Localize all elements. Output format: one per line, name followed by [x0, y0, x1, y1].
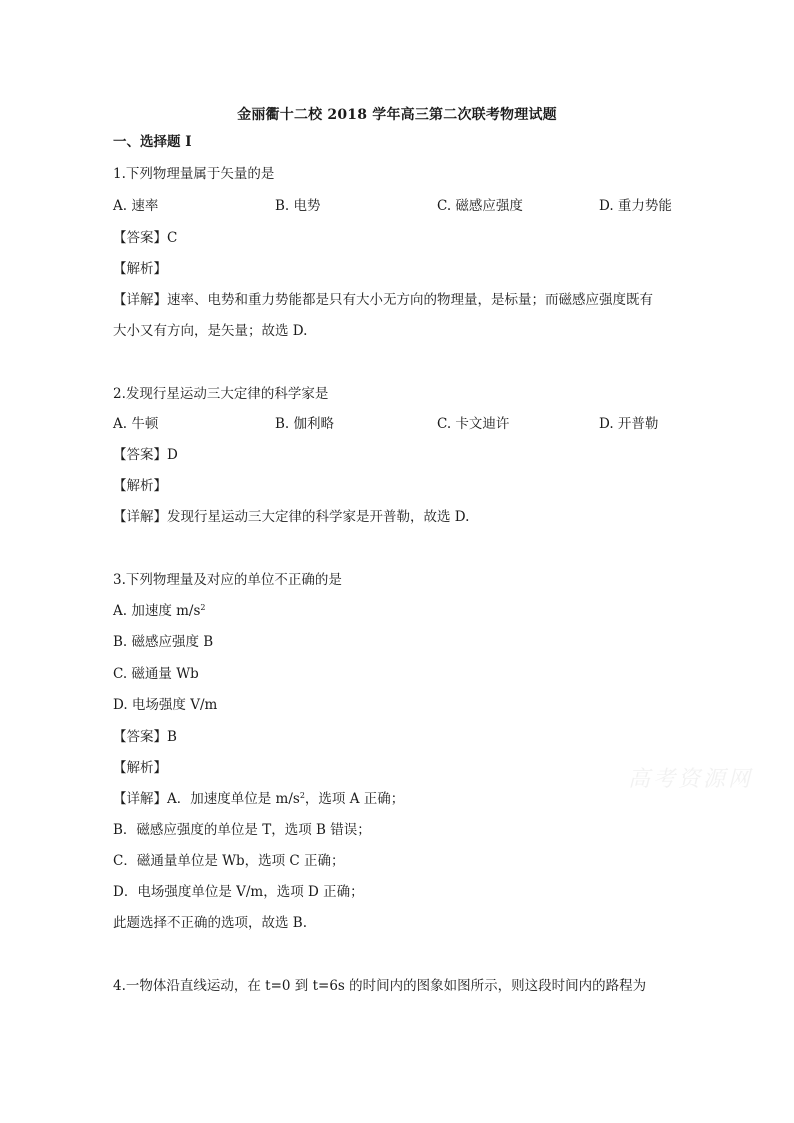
q3-detail-a-tail: ，选项 A 正确；	[304, 791, 405, 807]
q1-option-d: D. 重力势能	[599, 198, 672, 214]
question-3-stem: 3.下列物理量及对应的单位不正确的是	[113, 572, 342, 588]
q2-option-a: A. 牛顿	[113, 416, 159, 432]
q3-detail-line-c: C．磁通量单位是 Wb，选项 C 正确；	[113, 853, 345, 869]
page-title: 金丽衢十二校 2018 学年高三第二次联考物理试题	[237, 107, 557, 123]
q2-detail-line-1: 【详解】发现行星运动三大定律的科学家是开普勒，故选 D.	[113, 509, 470, 525]
q1-detail-line-1: 【详解】速率、电势和重力势能都是只有大小无方向的物理量，是标量；而磁感应强度既有	[113, 292, 653, 308]
superscript-2: 2	[200, 603, 206, 612]
q1-option-c: C. 磁感应强度	[437, 198, 523, 214]
q2-option-d: D. 开普勒	[599, 416, 659, 432]
q3-detail-line-d: D．电场强度单位是 V/m，选项 D 正确；	[113, 884, 364, 900]
q2-option-c: C. 卡文迪许	[437, 416, 510, 432]
q3-option-c: C. 磁通量 Wb	[113, 666, 199, 682]
q3-detail-line-b: B．磁感应强度的单位是 T，选项 B 错误；	[113, 822, 371, 838]
section-heading: 一、选择题 I	[113, 134, 192, 150]
question-2-stem: 2.发现行星运动三大定律的科学家是	[113, 386, 329, 402]
q2-option-b: B. 伽利略	[275, 416, 335, 432]
q3-analysis-label: 【解析】	[113, 760, 167, 776]
superscript-2: 2	[299, 791, 305, 800]
q1-answer: 【答案】C	[113, 230, 178, 246]
q2-analysis-label: 【解析】	[113, 478, 167, 494]
watermark: 高考资源网	[628, 767, 754, 792]
q3-answer: 【答案】B	[113, 729, 177, 745]
q3-option-a-text: A. 加速度 m/s	[113, 603, 201, 619]
q1-option-b: B. 电势	[275, 198, 321, 214]
q3-detail-a-text: 【详解】A．加速度单位是 m/s	[113, 791, 300, 807]
question-1-stem: 1.下列物理量属于矢量的是	[113, 166, 275, 182]
q3-detail-line-a	[113, 789, 404, 809]
q3-option-b: B. 磁感应强度 B	[113, 634, 214, 650]
q1-analysis-label: 【解析】	[113, 261, 167, 277]
q3-option-d: D. 电场强度 V/m	[113, 697, 218, 713]
q3-option-a	[113, 601, 206, 621]
q3-detail-conclusion: 此题选择不正确的选项，故选 B.	[113, 915, 308, 931]
q1-option-a: A. 速率	[113, 198, 159, 214]
question-4-stem: 4.一物体沿直线运动，在 t=0 到 t=6s 的时间内的图象如图所示，则这段时间内的路程为	[113, 978, 647, 994]
q2-answer: 【答案】D	[113, 447, 178, 463]
q1-detail-line-2: 大小又有方向，是矢量；故选 D.	[113, 323, 308, 339]
